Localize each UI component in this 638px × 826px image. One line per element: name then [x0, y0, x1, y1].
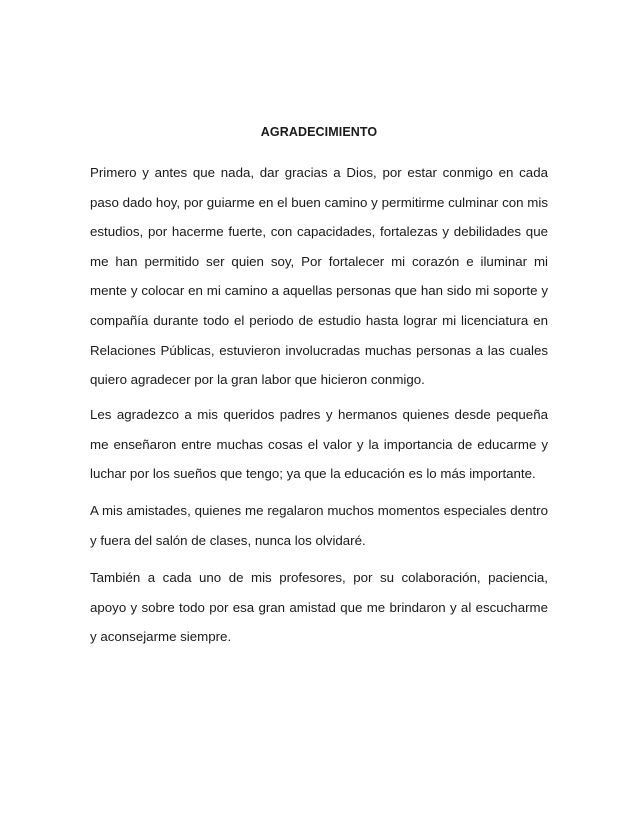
paragraph: Primero y antes que nada, dar gracias a Dios, por estar conmigo en cada paso dado hoy, por guiarme en el buen camino y permitirme culminar con mis estudios, por hacerme fuerte, con capacidades, fortalezas y debilidades que me han permitido ser quien soy, Por fortalecer mi corazón e iluminar mi mente y colocar en mi camino a aquellas personas que han sido mi soporte y compañía durante todo el periodo de estudio hasta lograr mi licenciatura en Relaciones Públicas, estuvieron involucradas muchas personas a las cuales quiero agradecer por la gran labor que hicieron conmigo.: [90, 165, 548, 388]
paragraph: Les agradezco a mis queridos padres y hermanos quienes desde pequeña me enseñaron entre muchas cosas el valor y la importancia de educarme y luchar por los sueños que tengo; ya que la educación es lo más importante.: [90, 407, 548, 482]
paragraph: También a cada uno de mis profesores, por su colaboración, paciencia, apoyo y sobre todo por esa gran amistad que me brindaron y al escucharme y aconsejarme siempre.: [90, 570, 548, 645]
page-title: AGRADECIMIENTO: [260, 125, 378, 139]
paragraph: A mis amistades, quienes me regalaron muchos momentos especiales dentro y fuera del salón de clases, nunca los olvidaré.: [90, 503, 548, 548]
